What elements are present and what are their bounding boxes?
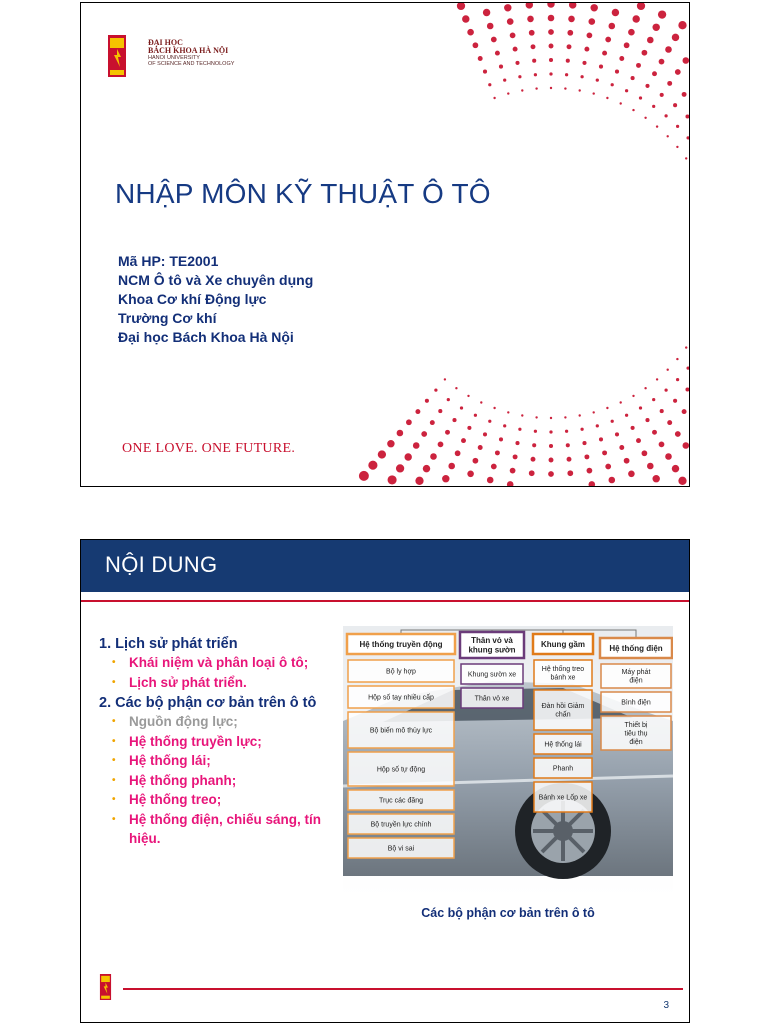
section-1-list xyxy=(99,653,339,692)
university-name xyxy=(148,39,234,67)
header-bar xyxy=(81,540,689,592)
diagram-item-label: Phanh xyxy=(552,765,574,773)
university: Đại học Bách Khoa Hà Nội xyxy=(118,329,294,345)
bullet-icon: • xyxy=(112,794,116,805)
bullet-icon: • xyxy=(112,813,116,825)
diagram-item-label: điện xyxy=(629,677,643,685)
footer-logo-icon xyxy=(98,974,113,1000)
diagram-item-label: Bánh xe Lốp xe xyxy=(538,794,588,802)
course-title: NHẬP MÔN KỸ THUẬT Ô TÔ xyxy=(115,178,491,209)
university-line-2: BÁCH KHOA HÀ NỘI xyxy=(148,46,229,56)
bullet-icon: • xyxy=(112,716,116,727)
course-info xyxy=(118,252,313,347)
list-item: • Khái niệm và phân loại ô tô; xyxy=(99,653,339,673)
department-group: NCM Ô tô và Xe chuyên dụng xyxy=(118,272,314,288)
list-item: • Hệ thống lái; xyxy=(99,751,339,771)
footer-divider xyxy=(123,988,683,990)
diagram-item-label: Hộp số tay nhiều cấp xyxy=(368,694,434,702)
slogan: ONE LOVE. ONE FUTURE. xyxy=(122,441,296,456)
bullet-icon: • xyxy=(112,755,116,766)
diagram-item-label: Bộ vi sai xyxy=(387,845,415,853)
contents-slide xyxy=(80,539,690,1023)
diagram-item-label: Bình điện xyxy=(621,699,651,707)
car-components-diagram xyxy=(343,626,673,896)
decorative-dot-arc xyxy=(81,3,689,486)
diagram-caption: Các bộ phận cơ bản trên ô tô xyxy=(421,906,595,920)
bullet-icon: • xyxy=(112,657,116,668)
section-2-title: 2. Các bộ phận cơ bản trên ô tô xyxy=(99,695,317,711)
diagram-item-label: Bộ biến mô thủy lực xyxy=(369,727,433,735)
school: Trường Cơ khí xyxy=(118,310,217,326)
table-of-contents xyxy=(99,635,339,849)
diagram-group-title: Hệ thống điện xyxy=(609,643,663,653)
diagram-group-title: Thân vỏ và xyxy=(471,636,513,646)
diagram-item-label: Bộ truyền lực chính xyxy=(370,821,432,829)
faculty: Khoa Cơ khí Động lực xyxy=(118,291,267,307)
bullet-icon: • xyxy=(112,774,116,786)
list-item: • Hệ thống truyền lực; xyxy=(99,732,339,752)
bullet-icon: • xyxy=(112,676,116,688)
header-divider xyxy=(81,600,689,602)
diagram-item-label: tiêu thụ xyxy=(624,730,648,738)
university-line-1: ĐẠI HỌC xyxy=(148,38,183,47)
diagram-item-label: chấn xyxy=(555,711,571,719)
list-item: • Hệ thống treo; xyxy=(99,790,339,810)
diagram-item-label: Đàn hồi Giảm xyxy=(541,703,585,711)
diagram-item-label: Máy phát xyxy=(621,669,651,677)
diagram-item-label: Trục các đăng xyxy=(378,797,424,805)
list-item: • Nguồn động lực; xyxy=(99,712,339,732)
university-line-4: OF SCIENCE AND TECHNOLOGY xyxy=(148,60,235,67)
course-code: Mã HP: TE2001 xyxy=(118,253,219,269)
diagram-item-label: Hệ thống treo xyxy=(541,666,585,674)
list-item: • Lịch sử phát triển. xyxy=(99,673,339,693)
diagram-group-title: Khung gầm xyxy=(541,639,585,649)
diagram-item-label: Thân vỏ xe xyxy=(474,695,510,703)
diagram-item-label: Khung sườn xe xyxy=(467,671,517,679)
diagram-item-label: Hộp số tự động xyxy=(376,766,426,774)
diagram-group-title: khung sườn xyxy=(468,645,516,655)
diagram-item-label: Bộ ly hợp xyxy=(386,668,416,676)
diagram-item-label: Thiết bị xyxy=(624,722,648,729)
page-number: 3 xyxy=(663,1000,669,1011)
bullet-icon: • xyxy=(112,735,116,747)
title-slide xyxy=(80,2,690,487)
diagram-item-label: bánh xe xyxy=(550,674,576,682)
section-1-title: 1. Lịch sử phát triển xyxy=(99,636,238,652)
diagram-item-label: Hệ thống lái xyxy=(544,741,582,749)
diagram-item-label: điện xyxy=(629,739,643,746)
university-line-3: HANOI UNIVERSITY xyxy=(148,54,200,61)
list-item: • Hệ thống điện, chiếu sáng, tín hiệu. xyxy=(112,811,322,846)
diagram-group-title: Hệ thống truyền động xyxy=(359,639,443,649)
list-item: • Hệ thống phanh; xyxy=(99,771,339,791)
university-logo-icon xyxy=(108,35,126,77)
slide-heading: NỘI DUNG xyxy=(105,552,218,577)
section-2-list xyxy=(99,712,339,849)
